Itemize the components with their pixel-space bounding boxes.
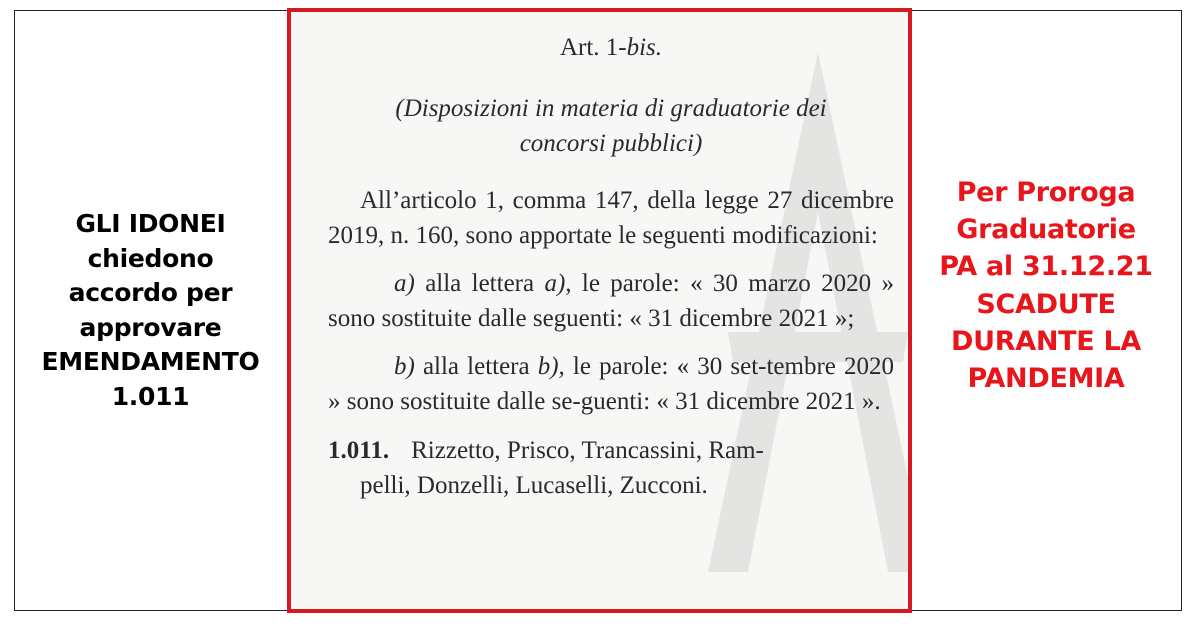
paragraph-text: alla lettera	[414, 270, 545, 297]
left-line: EMENDAMENTO	[41, 347, 260, 376]
right-line: PANDEMIA	[967, 363, 1125, 394]
right-line: PA al 31.12.21	[939, 251, 1153, 283]
signatories	[328, 433, 894, 503]
right-line: Graduatorie	[956, 214, 1136, 245]
right-line: DURANTE LA	[951, 325, 1141, 357]
item-letter: a)	[394, 270, 415, 297]
left-panel	[15, 11, 286, 610]
item-ref: a),	[544, 270, 572, 297]
article-title	[328, 30, 894, 65]
document-body	[328, 30, 894, 503]
item-ref: b),	[537, 353, 565, 380]
article-suffix: bis.	[626, 34, 663, 61]
paragraph-intro: All’articolo 1, comma 147, della legge 27 dicembre 2019, n. 160, sono apportate le seguenti modificazioni:	[328, 187, 894, 249]
document-excerpt	[287, 8, 912, 613]
left-panel-text	[42, 207, 260, 414]
left-line: chiedono	[87, 243, 214, 273]
paragraph-text: alla lettera	[414, 353, 538, 380]
left-line: accordo per	[68, 278, 233, 307]
subtitle-line: (Disposizioni in materia di graduatorie dei	[395, 95, 827, 122]
article-subtitle	[328, 91, 894, 161]
right-line: Per Proroga	[956, 176, 1136, 208]
paragraph-b	[328, 349, 894, 419]
signatories-line: pelli, Donzelli, Lucaselli, Zucconi.	[360, 472, 708, 499]
item-letter: b)	[394, 353, 415, 380]
left-line: GLI IDONEI	[75, 209, 226, 238]
right-panel	[912, 11, 1180, 610]
signatories-line: Rizzetto, Prisco, Trancassini, Ram-	[411, 437, 764, 464]
paragraph-text: le parole: « 30 marzo 2020 » sono sostituite dalle seguenti: « 31 dicembre 2021 »;	[328, 270, 894, 332]
left-line: approvare	[79, 312, 222, 342]
article-prefix: Art. 1-	[559, 34, 627, 61]
right-line: SCADUTE	[976, 288, 1116, 320]
subtitle-line: concorsi pubblici)	[519, 130, 703, 157]
paragraph-text: le parole: « 30 set-tembre 2020 » sono sostituite dalle se-guenti: « 31 dicembre 2021 ».	[328, 353, 894, 415]
left-line: 1.011	[111, 381, 190, 411]
amendment-number: 1.011.	[328, 437, 390, 464]
paragraph-a	[328, 266, 894, 336]
right-panel-text	[939, 174, 1153, 398]
